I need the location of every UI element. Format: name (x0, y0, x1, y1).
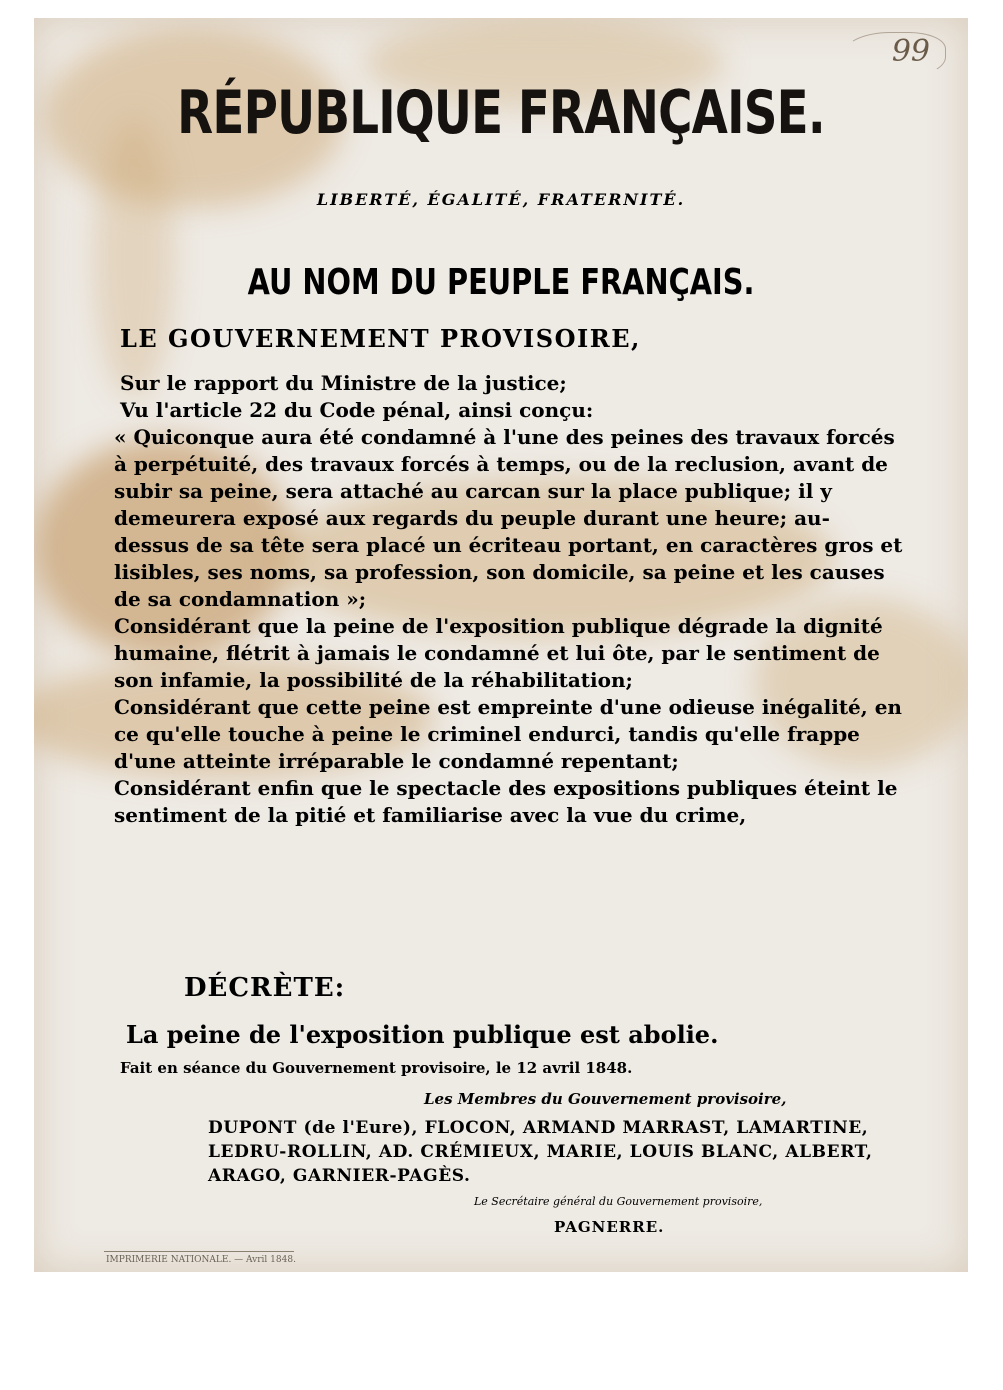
sub-heading: LE GOUVERNEMENT PROVISOIRE, (120, 324, 641, 353)
page-number: 99 (891, 34, 930, 69)
poster-sheet (34, 18, 968, 1272)
paragraph: « Quiconque aura été condamné à l'une des peines des travaux forcés à perpétuité, des travaux forcés à temps, ou de la reclusion, avant de subir sa peine, sera attaché au carcan sur la place publique; il y demeurera exposé aux regards du peuple durant une heure; au-dessus de sa tête sera placé un écriteau portant, en caractères gros et lisibles, ses noms, sa profession, son domicile, sa peine et les causes de sa condamnation »; (114, 425, 903, 611)
paragraph: Sur le rapport du Ministre de la justice; (120, 371, 567, 395)
session-date: Fait en séance du Gouvernement provisoire, le 12 avril 1848. (120, 1059, 633, 1077)
secretary-title: Le Secrétaire général du Gouvernement provisoire, (474, 1195, 763, 1208)
paragraph: Considérant que cette peine est empreinte d'une odieuse inégalité, en ce qu'elle touche à peine le criminel endurci, tandis qu'elle frappe d'une atteinte irréparable le condamné repentant; (114, 695, 902, 773)
decrees-label: DÉCRÈTE: (184, 973, 346, 1003)
abolition-statement: La peine de l'exposition publique est abolie. (126, 1020, 719, 1049)
members-title: Les Membres du Gouvernement provisoire, (424, 1090, 787, 1108)
heading: AU NOM DU PEUPLE FRANÇAIS. (247, 262, 755, 303)
paragraph: Considérant que la peine de l'exposition publique dégrade la dignité humaine, flétrit à jamais le condamné et lui ôte, par le sentiment de son infamie, la possibilité de la réhabilitation; (114, 614, 883, 692)
paragraph: Vu l'article 22 du Code pénal, ainsi conçu: (120, 398, 594, 422)
motto: LIBERTÉ, ÉGALITÉ, FRATERNITÉ. (316, 190, 686, 209)
divider (104, 1251, 294, 1252)
paper-stain (94, 118, 174, 398)
decree-body (114, 370, 904, 829)
paragraph: Considérant enfin que le spectacle des expositions publiques éteint le sentiment de la pitié et familiarise avec la vue du crime, (114, 776, 898, 827)
poster-title: RÉPUBLIQUE FRANÇAISE. (177, 78, 825, 148)
secretary-name: PAGNERRE. (554, 1218, 665, 1236)
members-list: DUPONT (de l'Eure), FLOCON, ARMAND MARRAST, LAMARTINE, LEDRU-ROLLIN, AD. CRÉMIEUX, MARIE, LOUIS BLANC, ALBERT, ARAGO, GARNIER-PAGÈS. (208, 1118, 873, 1186)
printer-credit: IMPRIMERIE NATIONALE. — Avril 1848. (106, 1255, 296, 1265)
